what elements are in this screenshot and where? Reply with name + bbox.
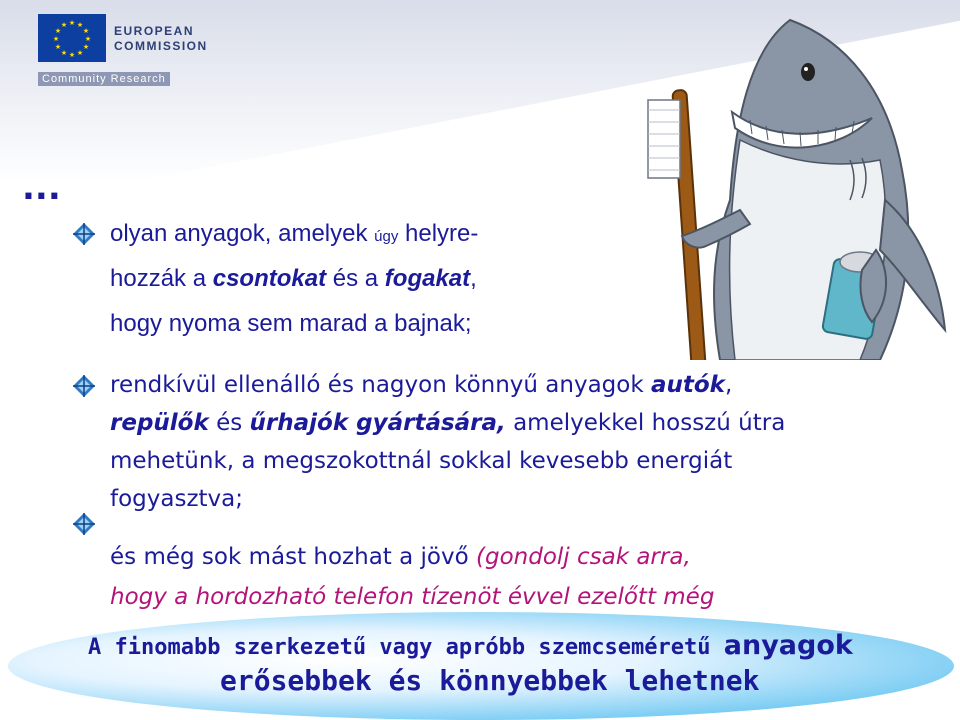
emphasis-cars: autók [650,372,725,398]
bullet1-line1 [110,220,478,248]
svg-text:★: ★ [76,21,84,29]
logo-subtitle: Community Research [38,72,170,86]
pink-aside: hogy a hordozható telefon tízenöt évvel ezelőtt még [110,584,715,610]
text: helyre- [398,220,479,247]
emphasis-planes: repülők [110,410,209,436]
text: és még sok mást hozhat a jövő [110,544,476,570]
blue-diamond-bullet-icon [72,512,96,536]
eu-flag-icon [38,14,106,62]
banner-line1 [88,630,853,661]
bullet1-line2 [110,265,477,293]
text: és [208,410,250,436]
bullet1-line3: hogy nyoma sem marad a bajnak; [110,310,472,337]
svg-text:★: ★ [68,51,76,59]
banner-emphasis: anyagok [723,630,853,661]
svg-text:★: ★ [68,19,76,27]
svg-text:★: ★ [84,35,92,43]
bullet2-line2 [110,410,785,436]
shark-with-toothbrush-icon [640,0,960,360]
svg-text:★: ★ [76,49,84,57]
svg-text:★: ★ [60,21,68,29]
text: olyan anyagok, amelyek [110,220,375,247]
emphasis-teeth: fogakat [384,265,471,292]
bullet3-line1 [110,544,691,570]
bullet2-line1 [110,372,732,398]
emphasis-bones: csontokat [212,265,327,292]
svg-text:★: ★ [54,27,62,35]
ellipsis-heading: ... [22,168,61,208]
blue-diamond-bullet-icon [72,374,96,398]
svg-text:★: ★ [52,35,60,43]
svg-text:★: ★ [60,49,68,57]
text: hozzák a [110,265,213,292]
logo-line-european: EUROPEAN [114,24,195,38]
bullet2-line3: mehetünk, a megszokottnál sokkal kevesebb energiát [110,448,733,474]
svg-text:★: ★ [82,27,90,35]
text: rendkívül ellenálló és nagyon könnyű anyagok [110,372,651,398]
emphasis-spaceships: űrhajók gyártására, [249,410,506,436]
text: , [470,265,477,292]
svg-text:★: ★ [54,43,62,51]
blue-diamond-bullet-icon [72,222,96,246]
text-small: úgy [374,228,399,245]
bullet3-line2 [110,584,714,610]
svg-text:★: ★ [82,43,90,51]
logo-line-commission: COMMISSION [114,39,208,53]
text: A finomabb szerkezetű vagy apróbb szemcseméretű [88,635,724,660]
banner-line2: erősebbek és könnyebbek lehetnek [220,664,760,697]
text: amelyekkel hosszú útra [505,410,786,436]
text: és a [326,265,385,292]
pink-aside: (gondolj csak arra, [476,544,691,570]
european-commission-logo [38,14,228,86]
text: , [724,372,733,398]
bullet2-line4: fogyasztva; [110,486,244,512]
